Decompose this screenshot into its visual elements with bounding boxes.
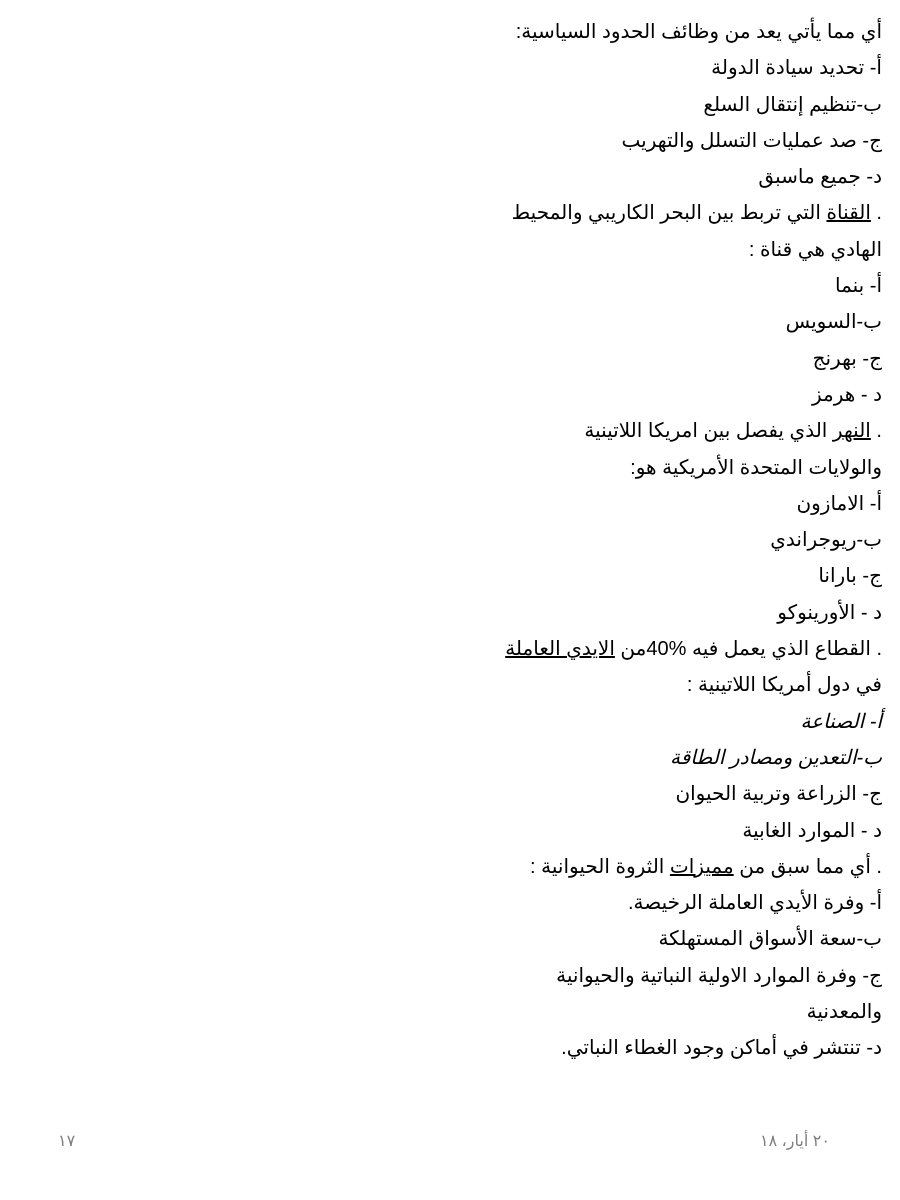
footer-date: ٢٠ أيار، ١٨ xyxy=(760,1133,830,1150)
question-3-prefix: . xyxy=(870,420,882,443)
question-2-option-b: ب-السويس xyxy=(785,311,882,334)
question-4-text-line2: في دول أمريكا اللاتينية : xyxy=(686,674,882,697)
question-5-prefix: . أي مما سبق من xyxy=(733,855,882,878)
question-5-underlined: مميزات xyxy=(669,855,734,878)
question-3-text-line2: والولايات المتحدة الأمريكية هو: xyxy=(630,456,882,479)
question-2-underlined: القناة xyxy=(826,202,871,225)
question-5-text xyxy=(462,849,882,885)
question-5-option-d: د- تنتشر في أماكن وجود الغطاء النباتي. xyxy=(561,1037,882,1060)
question-3-option-b: ب-ريوجراندي xyxy=(770,529,882,552)
question-2-prefix: . xyxy=(870,202,882,225)
question-4-underlined: الايدي العاملة xyxy=(505,638,615,661)
question-4-text-line1 xyxy=(462,631,882,667)
question-1-option-b: ب-تنظيم إنتقال السلع xyxy=(703,93,882,116)
question-1-option-a: أ- تحديد سيادة الدولة xyxy=(711,57,882,80)
question-2-option-d: د - هرمز xyxy=(811,383,882,406)
question-4-option-a: أ- الصناعة xyxy=(800,710,882,733)
question-1-option-d: د- جميع ماسبق xyxy=(758,166,882,189)
question-2-option-a: أ- بنما xyxy=(834,275,882,298)
question-3-underlined: النهر xyxy=(832,420,871,443)
question-5-option-c: ج- وفرة الموارد الاولية النباتية والحيوانية xyxy=(556,964,882,987)
question-5-rest: الثروة الحيوانية : xyxy=(530,855,670,878)
question-5-option-c-continued: والمعدنية xyxy=(806,1001,882,1024)
question-4-prefix: . القطاع الذي يعمل فيه %40من xyxy=(614,638,882,661)
question-3-text-line1 xyxy=(462,413,882,449)
question-3-option-d: د - الأورينوكو xyxy=(777,601,882,624)
questions-content xyxy=(462,14,882,1067)
question-2-text-line1 xyxy=(462,195,882,231)
question-2-option-c: ج- بهرنج xyxy=(812,347,882,370)
question-2-text-line2: الهادي هي قناة : xyxy=(748,238,882,261)
question-5-option-a: أ- وفرة الأيدي العاملة الرخيصة. xyxy=(627,892,882,915)
question-1-text: أي مما يأتي يعد من وظائف الحدود السياسية: xyxy=(515,21,882,43)
question-3-rest: الذي يفصل بين امريكا اللاتينية xyxy=(584,420,833,443)
question-2-rest: التي تربط بين البحر الكاريبي والمحيط xyxy=(511,202,827,225)
question-4-option-c: ج- الزراعة وتربية الحيوان xyxy=(675,783,882,806)
footer-page-number: ١٧ xyxy=(58,1133,76,1150)
question-4-option-b: ب-التعدين ومصادر الطاقة xyxy=(669,746,882,769)
question-5-option-b: ب-سعة الأسواق المستهلكة xyxy=(658,928,882,951)
question-3-option-a: أ- الامازون xyxy=(796,492,882,515)
question-1-option-c: ج- صد عمليات التسلل والتهريب xyxy=(621,129,882,152)
question-4-option-d: د - الموارد الغابية xyxy=(742,819,882,842)
question-3-option-c: ج- بارانا xyxy=(818,565,882,588)
